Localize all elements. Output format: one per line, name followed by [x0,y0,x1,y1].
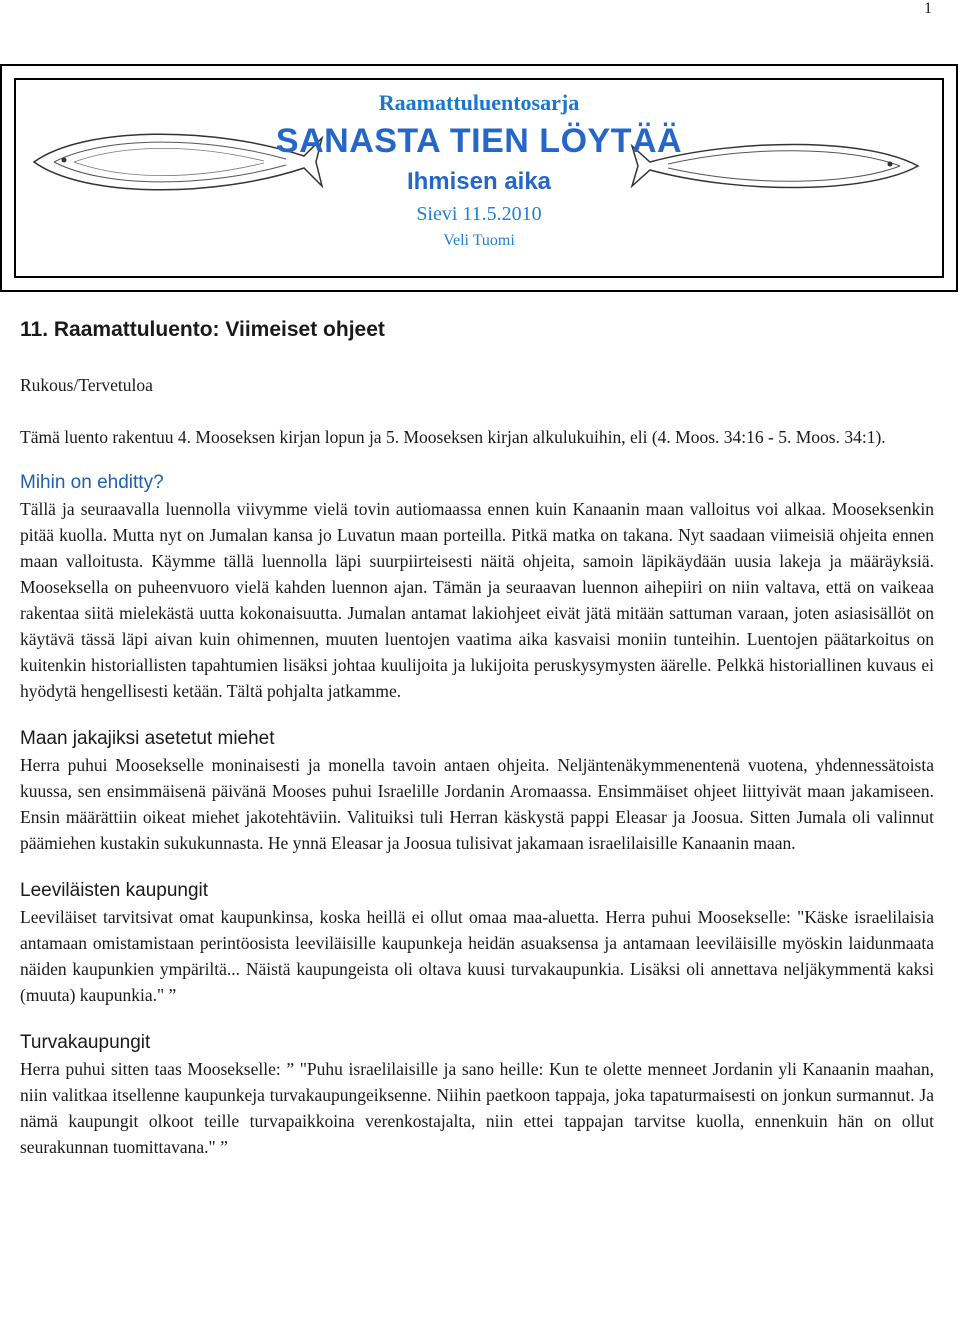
section-paragraph: Leeviläiset tarvitsivat omat kaupunkinsa, koska heillä ei ollut omaa maa-aluetta. Herra puhui Moosekselle: "Käske israelilaisia antamaan omistamistaan perintöosista leeviläisille kaupunkeja heidän asuaksensa ja antamaan leeviläisille myöskin laidunmaata näiden kaupunkien ympäriltä... Näistä kaupungeista oli oltava kuusi turvakaupunkia. Lisäksi oli annettava neljäkymmentä kaksi (muuta) kaupunkia." ” [20,907,934,1005]
main-title: SANASTA TIEN LÖYTÄÄ [275,122,683,160]
section-heading: Leeviläisten kaupungit [20,880,209,901]
section-paragraph: Tällä ja seuraavalla luennolla viivymme vielä tovin autiomaassa ennen kuin Kanaanin maan valloitus voi alkaa. Mooseksenkin pitää kuolla. Mutta nyt on Jumalan kansa jo Luvatun maan porteilla. Pitkä matka on takana. Nyt saadaan viimeisiä ohjeita ennen maan valloitusta. Käymme tällä luennolla läpi suurpiirteisesti näitä ohjeita, samoin läpikäydään uusia lakeja ja määräyksiä. Mooseksella on puheenvuoro vielä kahden luennon ajan. Tämän ja seuraavan luennon aihepiiri on niin valtava, että on vaikeaa rakentaa siitä mielekästä uutta kokonaisuutta. Jumalan antamat lakiohjeet eivät jätä mitään sattuman varaan, joten asiasisällöt on käytävä tässä läpi aivan kuin ohimennen, muuten luentojen vaatima aika kasvaisi moniin tunteihin. Luentojen päätarkoitus on kuitenkin historiallisten tapahtumien lisäksi johtaa kuulijoita ja lukijoita peruskysymysten äärelle. Pelkkä historiallinen kuvaus ei hyödytä hengellisesti ketään. Tältä pohjalta jatkamme. [20,499,934,701]
page-number: 1 [924,0,932,17]
sub-title: Ihmisen aika [406,168,552,195]
series-title: Raamattuluentosarja [378,90,580,115]
author: Veli Tuomi [443,232,515,249]
lecture-title: 11. Raamattuluento: Viimeiset ohjeet [20,318,385,341]
section-heading: Turvakaupungit [20,1032,151,1053]
section-paragraph: Herra puhui Moosekselle moninaisesti ja monella tavoin antaen ohjeita. Neljäntenäkymmenentenä vuotena, yhdennessätoista kuussa, sen ensimmäisenä päivänä Mooses puhui Israelille Jordanin Aromaassa. Ensimmäiset ohjeet liittyivät maan jakamiseen. Ensin määrättiin oikeat miehet jakotehtäviin. Valituiksi tuli Herran käskystä pappi Eleasar ja Joosua. Sitten Jumala oli valinnut päämiehen kustakin sukukunnasta. He ynnä Eleasar ja Joosua tulisivat jakamaan israelilaisille Kanaanin maan. [20,755,934,853]
banner-text [16,88,942,254]
section-heading: Mihin on ehditty? [20,472,164,493]
intro-paragraph: Tämä luento rakentuu 4. Mooseksen kirjan lopun ja 5. Mooseksen kirjan alkulukuihin, eli (4. Moos. 34:16 - 5. Moos. 34:1). [20,427,886,447]
section-paragraph: Herra puhui sitten taas Moosekselle: ” "Puhu israelilaisille ja sano heille: Kun te olette menneet Jordanin yli Kanaanin maahan, niin valitkaa itsellenne kaupunkeja turvakaupungeiksenne. Niihin paetkoon tappaja, joka tapaturmaisesti on jonkun surmannut. Ja nämä kaupungit olkoot teille turvapaikkoina verenkostajalta, niin ettei tappajan tarvitse kuolla, ennenkuin hän on ollut seurakunnan tuomittavana." ” [20,1059,934,1157]
title-banner [0,64,958,292]
section-heading: Maan jakajiksi asetetut miehet [20,728,275,749]
place-date: Sievi 11.5.2010 [416,203,542,225]
document-body [20,310,934,1160]
title-banner-inner [14,78,944,278]
intro-line: Rukous/Tervetuloa [20,375,153,395]
